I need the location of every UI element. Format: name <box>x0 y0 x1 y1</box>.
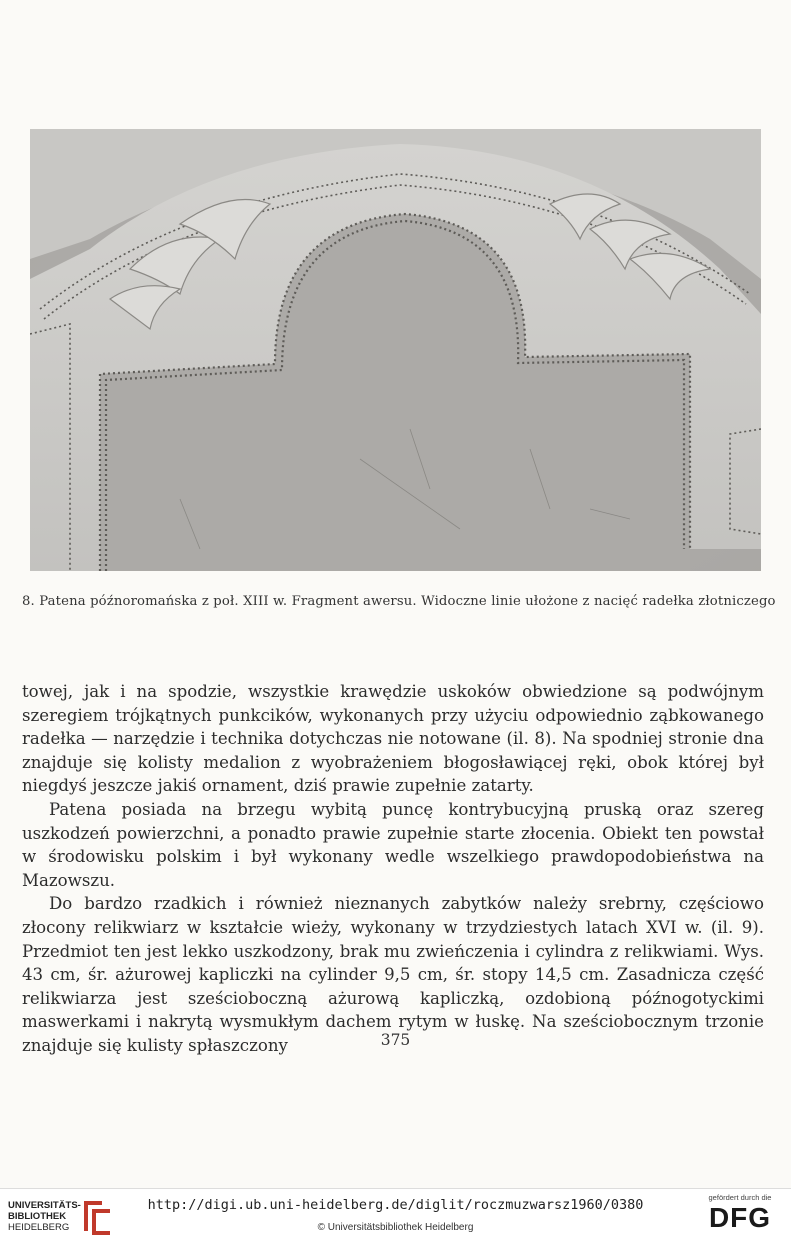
figure-caption: 8. Patena późnoromańska z poł. XIII w. Fragment awersu. Widoczne linie ułożone z nacięć radełka złotniczego <box>22 594 776 609</box>
paragraph-3: Do bardzo rzadkich i również nieznanych zabytków należy srebrny, częściowo złocony relikwiarz w kształcie wieży, wykonany w trzydziestych latach XVI w. (il. 9). Przedmiot ten jest lekko uszkodzony, brak mu zwieńczenia i cylindra z relikwiami. Wys. 43 cm, śr. ażurowej kapliczki na cylinder 9,5 cm, śr. stopy 14,5 cm. Zasadnicza część relikwiarza jest sześcioboczną ażurową kapliczką, ozdobioną późnogotyckimi maswerkami i nakrytą wysmukłym dachem rytym w łuskę. Na sześciobocznym trzonie znajduje się kulisty spłaszczony <box>22 894 764 1055</box>
dfg-logo[interactable]: DFG <box>708 1202 772 1233</box>
paragraph-1: towej, jak i na spodzie, wszystkie krawędzie uskoków obwiedzione są podwójnym szeregiem trójkątnych punkcików, wykonanych przy użyciu odpowiednio ząbkowanego radełka — narzędzie i technika dotychczas nie notowane (il. 8). Na spodniej stronie dna znajduje się kolisty medalion z wyobrażeniem błogosławiącej ręki, obok której był niegdyś jeszcze jakiś ornament, dziś prawie zupełnie zatarty. <box>22 682 764 796</box>
funded-by-label: gefördert durch die <box>708 1193 772 1202</box>
library-name-line-2: BIBLIOTHEK <box>8 1211 67 1222</box>
document-url-link[interactable]: http://digi.ub.uni-heidelberg.de/diglit/roczmuzwarsz1960/0380 <box>147 1197 644 1213</box>
footer-bar <box>0 1188 791 1245</box>
paragraph-2: Patena posiada na brzegu wybitą puncę kontrybucyjną pruską oraz szereg uszkodzeń powierzchni, a ponadto prawie zupełnie starte złocenia. Obiekt ten powstał w środowisku polskim i był wykonany wedle wszelkiego prawdopodobieństwa na Mazowszu. <box>22 799 764 890</box>
paten-photograph <box>30 129 761 571</box>
library-name-line-1: UNIVERSITÄTS- <box>8 1200 81 1211</box>
paten-relief-image <box>30 129 761 571</box>
page-number: 375 <box>380 1031 411 1049</box>
library-name-line-3: HEIDELBERG <box>8 1222 70 1233</box>
body-text <box>22 680 764 1058</box>
copyright-notice: © Universitätsbibliothek Heidelberg <box>317 1222 474 1233</box>
